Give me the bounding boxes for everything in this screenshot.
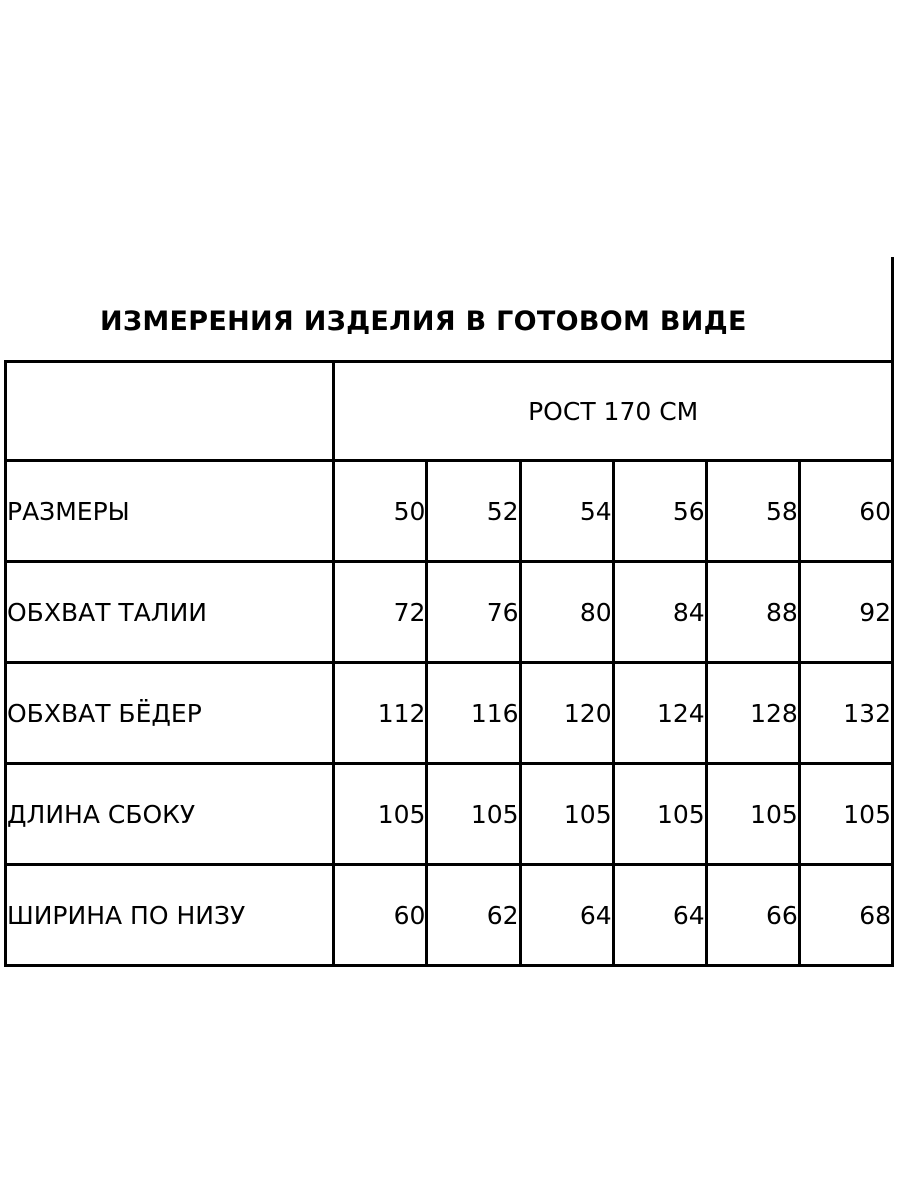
cell-waist-2: 80 [520,562,613,663]
cell-sizes-1: 52 [427,461,520,562]
row-label-hips: ОБХВАТ БЁДЕР [6,663,334,764]
cell-bottom-width-2: 64 [520,865,613,966]
page-title: ИЗМЕРЕНИЯ ИЗДЕЛИЯ В ГОТОВОМ ВИДЕ [100,306,747,337]
cell-hips-4: 128 [706,663,799,764]
cell-hips-3: 124 [613,663,706,764]
cell-sizes-3: 56 [613,461,706,562]
cell-bottom-width-0: 60 [334,865,427,966]
header-blank-cell [6,362,334,461]
cell-waist-4: 88 [706,562,799,663]
row-label-bottom-width: ШИРИНА ПО НИЗУ [6,865,334,966]
cell-waist-3: 84 [613,562,706,663]
cell-sizes-2: 54 [520,461,613,562]
cell-waist-5: 92 [799,562,892,663]
right-vertical-rule [891,257,894,363]
cell-hips-2: 120 [520,663,613,764]
cell-side-length-0: 105 [334,764,427,865]
height-header-cell: РОСТ 170 СМ [334,362,893,461]
cell-bottom-width-1: 62 [427,865,520,966]
cell-side-length-5: 105 [799,764,892,865]
measurements-table-container [4,360,894,967]
table-row [6,663,893,764]
table-row-header [6,362,893,461]
table-row [6,461,893,562]
row-label-sizes: РАЗМЕРЫ [6,461,334,562]
table-row [6,764,893,865]
table-row [6,562,893,663]
cell-side-length-1: 105 [427,764,520,865]
cell-side-length-4: 105 [706,764,799,865]
row-label-side-length: ДЛИНА СБОКУ [6,764,334,865]
cell-hips-5: 132 [799,663,892,764]
cell-bottom-width-5: 68 [799,865,892,966]
cell-bottom-width-4: 66 [706,865,799,966]
cell-sizes-4: 58 [706,461,799,562]
cell-side-length-3: 105 [613,764,706,865]
table-row [6,865,893,966]
row-label-waist: ОБХВАТ ТАЛИИ [6,562,334,663]
cell-sizes-5: 60 [799,461,892,562]
cell-hips-1: 116 [427,663,520,764]
cell-waist-1: 76 [427,562,520,663]
cell-side-length-2: 105 [520,764,613,865]
cell-waist-0: 72 [334,562,427,663]
measurements-table [4,360,894,967]
cell-bottom-width-3: 64 [613,865,706,966]
cell-sizes-0: 50 [334,461,427,562]
cell-hips-0: 112 [334,663,427,764]
